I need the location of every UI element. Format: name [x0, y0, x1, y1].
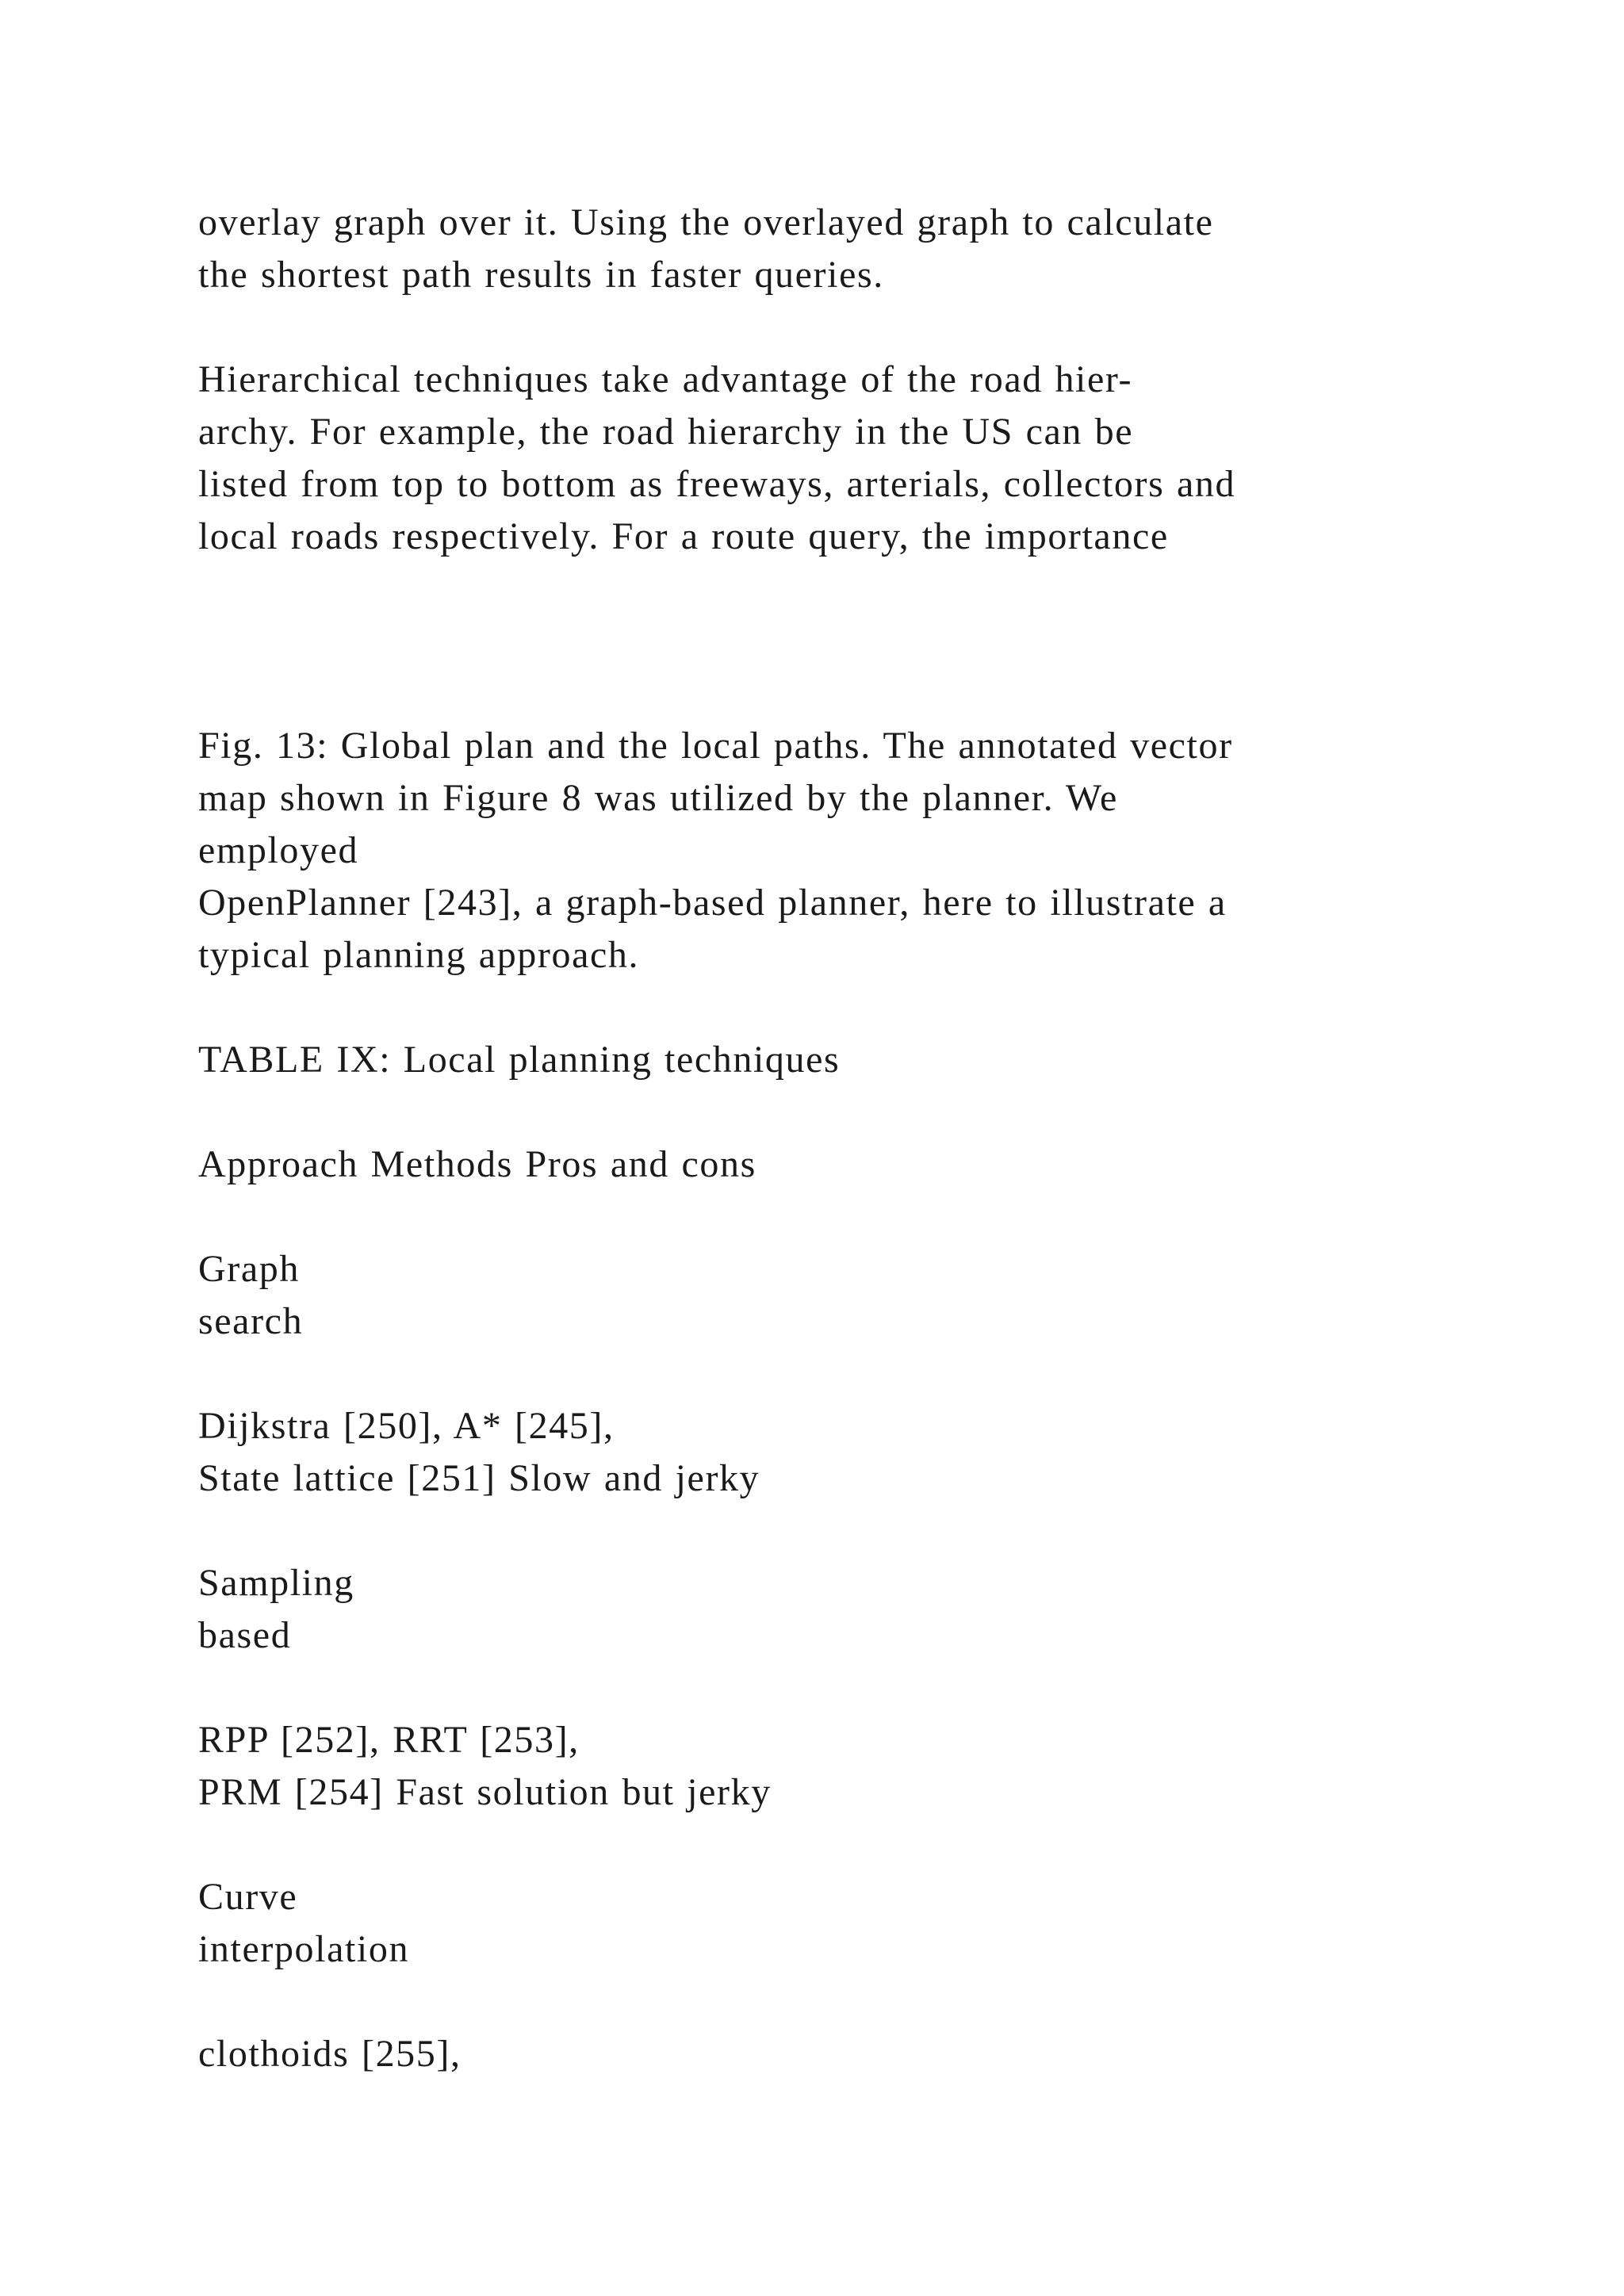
- table-header: Approach Methods Pros and cons: [198, 1143, 756, 1185]
- paragraph-1-line-1: overlay graph over it. Using the overlayed graph to calculate: [198, 201, 1214, 243]
- figure-caption-line-5: typical planning approach.: [198, 934, 640, 976]
- row-2-approach-line-2: based: [198, 1614, 292, 1656]
- figure-caption-line-3: employed: [198, 829, 359, 871]
- paragraph-2-line-3: listed from top to bottom as freeways, arterials, collectors and: [198, 463, 1236, 505]
- row-3-approach-line-1: Curve: [198, 1876, 298, 1918]
- paragraph-2-line-1: Hierarchical techniques take advantage of the road hier-: [198, 358, 1133, 400]
- row-2-approach-line-1: Sampling: [198, 1562, 354, 1604]
- figure-caption-line-4: OpenPlanner [243], a graph-based planner, here to illustrate a: [198, 882, 1227, 924]
- paragraph-1-line-2: the shortest path results in faster queries.: [198, 254, 884, 296]
- row-1-methods-line-1: Dijkstra [250], A* [245],: [198, 1405, 615, 1447]
- table-title: TABLE IX: Local planning techniques: [198, 1039, 841, 1081]
- row-2-methods-line-2: PRM [254] Fast solution but jerky: [198, 1771, 772, 1813]
- row-2-methods-line-1: RPP [252], RRT [253],: [198, 1719, 580, 1761]
- row-1-approach-line-2: search: [198, 1300, 304, 1342]
- paragraph-2-line-4: local roads respectively. For a route query, the importance: [198, 515, 1169, 557]
- row-1-approach-line-1: Graph: [198, 1248, 300, 1290]
- paragraph-2-line-2: archy. For example, the road hierarchy in the US can be: [198, 411, 1134, 453]
- figure-caption-line-1: Fig. 13: Global plan and the local paths. The annotated vector: [198, 725, 1233, 767]
- row-1-methods-line-2: State lattice [251] Slow and jerky: [198, 1457, 760, 1499]
- row-3-approach-line-2: interpolation: [198, 1928, 410, 1970]
- row-3-methods-line-1: clothoids [255],: [198, 2033, 462, 2075]
- figure-caption-line-2: map shown in Figure 8 was utilized by the planner. We: [198, 777, 1118, 819]
